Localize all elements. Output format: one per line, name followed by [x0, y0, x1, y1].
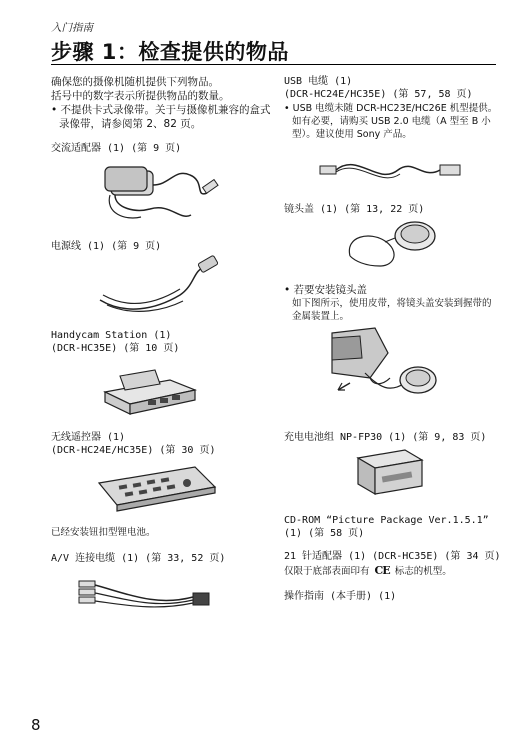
title-rule [51, 64, 496, 65]
battery-illustration [350, 446, 430, 501]
adaptor21-note [284, 564, 452, 578]
power-cord-illustration [95, 255, 220, 317]
station-label-line-2: (DCR-HC35E) (第 10 页) [51, 343, 180, 354]
intro-line-2: 括号中的数字表示所提供物品的数量。 [51, 90, 230, 102]
station-label [51, 329, 179, 355]
usb-label [284, 75, 473, 101]
cdrom-label-line-2: (1) (第 58 页) [284, 528, 365, 539]
cdrom-label [284, 514, 489, 540]
station-label-line-1: Handycam Station (1) [51, 330, 172, 341]
power-cord-label: 电源线 (1) (第 9 页) [51, 241, 162, 252]
handycam-station-illustration [100, 362, 200, 417]
lens-cap-label: 镜头盖 (1) (第 13, 22 页) [284, 204, 425, 215]
ac-adaptor-illustration [95, 163, 220, 225]
lens-bullet: • 若要安装镜头盖 [284, 284, 368, 296]
adaptor21-note-b: 标志的机型。 [394, 566, 452, 577]
adaptor21-note-a: 仅限于底部表面印有 [284, 566, 370, 577]
intro-bullet: • 不提供卡式录像带。关于与摄像机兼容的盒式录像带，请参阅第 2、82 页。 [51, 104, 271, 130]
av-cable-illustration [75, 567, 215, 617]
battery-label: 充电电池组 NP-FP30 (1) (第 9, 83 页) [284, 432, 487, 443]
manual-label: 操作指南 (本手册) (1) [284, 591, 397, 602]
intro-text [51, 75, 276, 131]
intro-line-1: 确保您的摄像机随机提供下列物品。 [51, 76, 219, 88]
remote-label-line-1: 无线遥控器 (1) [51, 432, 126, 443]
ce-mark-icon: CE [374, 564, 390, 577]
usb-label-line-1: USB 电缆 (1) [284, 76, 353, 87]
usb-label-line-2: (DCR-HC24E/HC35E) (第 57, 58 页) [284, 89, 473, 100]
usb-bullet: • USB 电缆未随 DCR-HC23E/HC26E 机型提供。如有必要，请购买 USB 2.0 电缆（A 型至 B 小型）。建议使用 Sony 产品。 [284, 103, 498, 140]
adaptor21-label: 21 针适配器 (1) (DCR-HC35E) (第 34 页) [284, 551, 501, 562]
section-label: 入门指南 [51, 22, 93, 34]
page-title: 步骤 1：检查提供的物品 [51, 40, 289, 64]
remote-label [51, 431, 216, 457]
remote-label-line-2: (DCR-HC24E/HC35E) (第 30 页) [51, 445, 216, 456]
page-number: 8 [31, 716, 41, 734]
ac-adaptor-label: 交流适配器 (1) (第 9 页) [51, 143, 182, 154]
cdrom-label-line-1: CD-ROM “Picture Package Ver.1.5.1” [284, 515, 489, 526]
remote-control-illustration [95, 461, 220, 516]
remote-note: 已经安装钮扣型锂电池。 [51, 527, 156, 538]
usb-cable-illustration [318, 150, 463, 190]
lens-note: 如下图所示，使用皮带，将镜头盖安装到握带的金属装置上。 [292, 298, 492, 322]
av-cable-label: A/V 连接电缆 (1) (第 33, 52 页) [51, 553, 226, 564]
lens-cap-illustration [340, 216, 450, 276]
lens-cap-attach-illustration [330, 328, 440, 403]
